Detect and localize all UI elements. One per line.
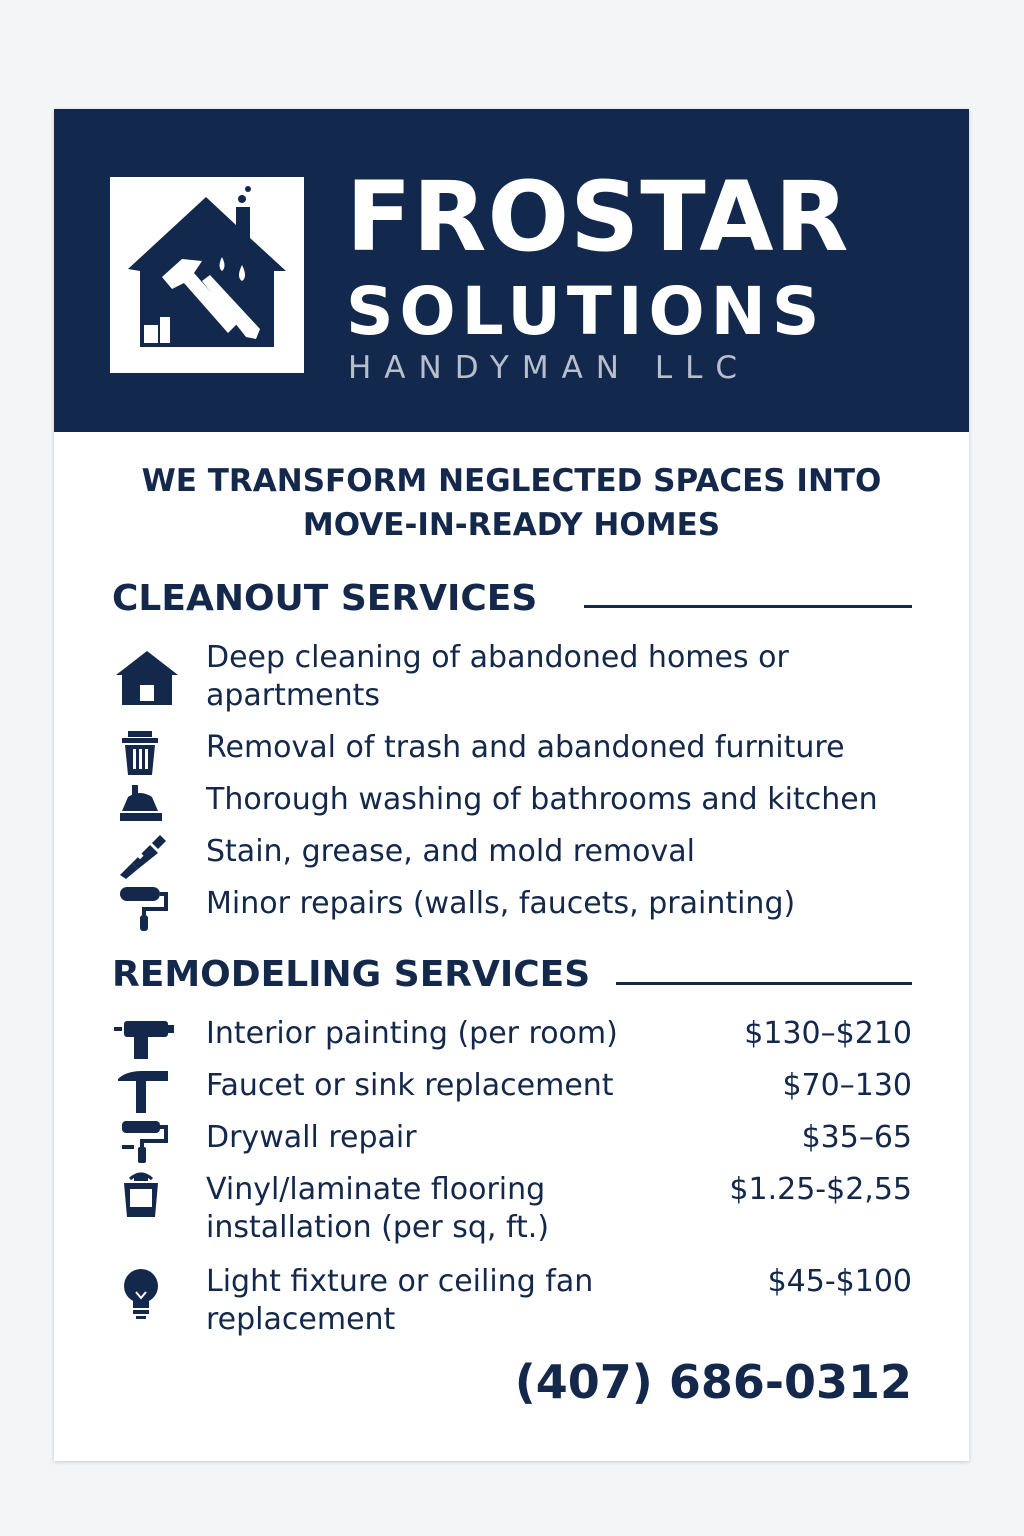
- remodeling-item-label: Interior painting (per room): [206, 1016, 618, 1051]
- remodeling-item-label: Vinyl/laminate flooring installation (per sq, ft.): [206, 1172, 550, 1245]
- cleanout-item-label: Stain, grease, and mold removal: [206, 834, 695, 869]
- paint-bucket-icon: [112, 1171, 182, 1217]
- house-icon: [112, 639, 182, 705]
- cleanout-item: [112, 639, 912, 719]
- remodeling-item: [112, 1015, 912, 1059]
- remodeling-divider: [616, 982, 912, 985]
- brand-subtitle: HANDYMAN LLC: [348, 350, 751, 386]
- remodeling-item-price: $45-$100: [767, 1264, 912, 1299]
- cleanout-item: [112, 781, 912, 821]
- remodeling-item: [112, 1171, 912, 1255]
- tagline-line2: MOVE-IN-READY HOMES: [302, 507, 721, 543]
- light-bulb-icon: [112, 1263, 182, 1319]
- remodeling-item-label: Drywall repair: [206, 1120, 417, 1155]
- logo: [110, 177, 304, 373]
- remodeling-section-title: REMODELING SERVICES: [112, 954, 591, 995]
- remodeling-item: [112, 1067, 912, 1111]
- paint-roller-icon: [112, 885, 182, 931]
- trash-can-icon: [112, 729, 182, 775]
- paint-roller-icon: [112, 1119, 182, 1165]
- remodeling-item: [112, 1263, 912, 1347]
- cleanout-item: [112, 833, 912, 873]
- drill-icon: [112, 1015, 182, 1061]
- flyer: [54, 109, 969, 1461]
- remodeling-item-price: $70–130: [782, 1068, 912, 1103]
- remodeling-item: [112, 1119, 912, 1163]
- spray-icon: [112, 833, 182, 879]
- cleanout-item: [112, 729, 912, 769]
- sponge-icon: [112, 781, 182, 827]
- cleanout-item-label: Thorough washing of bathrooms and kitchen: [206, 782, 878, 817]
- remodeling-item-price: $130–$210: [744, 1016, 912, 1051]
- tagline-line1: WE TRANSFORM NEGLECTED SPACES INTO: [141, 463, 882, 499]
- cleanout-item: [112, 885, 912, 929]
- house-tools-icon: [110, 177, 304, 373]
- cleanout-item-label: Deep cleaning of abandoned homes or apartments: [206, 640, 789, 713]
- cleanout-section-title: CLEANOUT SERVICES: [112, 578, 538, 619]
- brand-name-line1: FROSTAR: [346, 161, 850, 273]
- header-banner: [54, 109, 969, 432]
- brand-name-line2: SOLUTIONS: [346, 273, 826, 350]
- remodeling-item-price: $1.25-$2,55: [729, 1172, 912, 1207]
- cleanout-item-label: Removal of trash and abandoned furniture: [206, 730, 845, 765]
- phone-number[interactable]: (407) 686-0312: [514, 1355, 912, 1409]
- hammer-icon: [112, 1067, 182, 1113]
- tagline: [54, 459, 969, 547]
- remodeling-item-label: Light fixture or ceiling fan replacement: [206, 1264, 594, 1337]
- remodeling-item-price: $35–65: [801, 1120, 912, 1155]
- cleanout-divider: [584, 605, 912, 608]
- cleanout-item-label: Minor repairs (walls, faucets, prainting): [206, 886, 796, 921]
- remodeling-item-label: Faucet or sink replacement: [206, 1068, 614, 1103]
